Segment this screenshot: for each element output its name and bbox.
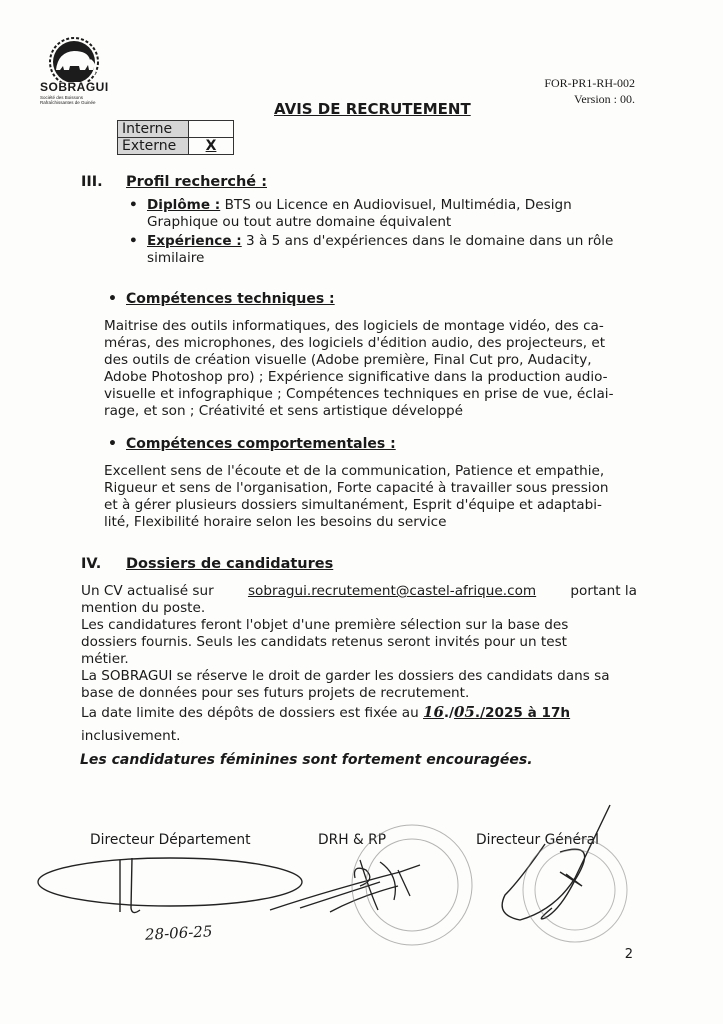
external-mark: X (189, 138, 234, 155)
behavioral-skills-title: • Compétences comportementales : (126, 436, 396, 452)
page-number: 2 (624, 947, 633, 962)
hr-director-signature (270, 860, 420, 912)
section-3-title: Profil recherché : (126, 174, 267, 190)
section-4-number: IV. (81, 556, 102, 572)
logo-subtitle: Société des Boissons Rafraîchissantes de Guinée (40, 95, 96, 105)
deadline-day-handwritten: 16 (423, 703, 444, 721)
paragraph-line: lité, Flexibilité horaire selon les besoins du service (104, 514, 447, 530)
page-title: AVIS DE RECRUTEMENT (274, 100, 471, 118)
technical-skills-text (104, 318, 644, 420)
paragraph-line: Adobe Photoshop pro) ; Expérience significative dans la production audio- (104, 369, 608, 385)
cv-suffix: portant la (570, 583, 637, 599)
diploma-label: Diplôme : (147, 197, 221, 213)
paragraph-line: visuelle et infographique ; Compétences techniques en prise de vue, éclai- (104, 386, 614, 402)
paragraph-line: et à gérer plusieurs dossiers simultanément, Esprit d'équipe et adaptabi- (104, 497, 602, 513)
signature-label-hr-director: DRH & RP (318, 832, 387, 848)
paragraph-line: dossiers fournis. Seuls les candidats retenus seront invités pour un test (81, 634, 568, 650)
signature-label-general-director: Directeur Général (476, 832, 599, 848)
deadline-prefix: La date limite des dépôts de dossiers est fixée au (81, 705, 419, 721)
paragraph-line: métier. (81, 651, 129, 667)
department-director-signature (38, 858, 302, 913)
experience-text-line2: similaire (147, 250, 205, 266)
document-version: Version : 00. (574, 92, 635, 106)
table-row (118, 121, 234, 138)
deadline-date (423, 705, 570, 721)
diploma-requirement (147, 197, 642, 231)
application-instructions (81, 583, 637, 745)
section-4-title: Dossiers de candidatures (126, 556, 334, 572)
recruitment-email-link[interactable]: sobragui.recrutement@castel-afrique.com (247, 583, 537, 599)
paragraph-line: Rigueur et sens de l'organisation, Forte capacité à travailler sous pression (104, 480, 609, 496)
paragraph-line: La SOBRAGUI se réserve le droit de garder les dossiers des candidats dans sa (81, 668, 610, 684)
logo-name: SOBRAGUI (40, 80, 109, 94)
paragraph-line: rage, et son ; Créativité et sens artistique développé (104, 403, 463, 419)
paragraph-line: base de données pour ses futurs projets de recrutement. (81, 685, 470, 701)
deadline-separator: ./ (443, 705, 455, 721)
diploma-text-line2: Graphique ou tout autre domaine équivalent (147, 214, 452, 230)
technical-skills-title: • Compétences techniques : (126, 291, 335, 307)
recruitment-type-table (117, 120, 234, 155)
paragraph-line: Excellent sens de l'écoute et de la communication, Patience et empathie, (104, 463, 605, 479)
diploma-text-line1: BTS ou Licence en Audiovisuel, Multimédia, Design (224, 197, 572, 213)
company-logo (30, 36, 120, 116)
general-director-signature (502, 805, 610, 920)
deadline-month-handwritten: 05 (454, 703, 475, 721)
document-reference (544, 75, 635, 107)
section-3-number: III. (81, 174, 103, 190)
signatures-area (0, 800, 723, 960)
table-row (118, 138, 234, 155)
deadline-year-time: ./2025 à 17h (474, 705, 571, 721)
paragraph-line: Les candidatures feront l'objet d'une première sélection sur la base des (81, 617, 569, 633)
external-label: Externe (118, 138, 189, 155)
paragraph-line: méras, des microphones, des logiciels d'édition audio, des projecteurs, et (104, 335, 606, 351)
experience-text-line1: 3 à 5 ans d'expériences dans le domaine dans un rôle (246, 233, 614, 249)
deadline-line2: inclusivement. (81, 728, 181, 744)
handwritten-signature-date: 28-06-25 (144, 922, 213, 944)
internal-label: Interne (118, 121, 189, 138)
experience-requirement (147, 233, 642, 267)
internal-mark (189, 121, 234, 138)
experience-label: Expérience : (147, 233, 242, 249)
paragraph-line: des outils de création visuelle (Adobe première, Final Cut pro, Audacity, (104, 352, 592, 368)
signature-label-department-director: Directeur Département (90, 832, 251, 848)
cv-prefix: Un CV actualisé sur (81, 583, 214, 599)
closing-statement: Les candidatures féminines sont fortement encouragées. (80, 752, 533, 768)
elephant-icon (30, 36, 120, 82)
deadline-line (81, 704, 637, 722)
document-code: FOR-PR1-RH-002 (544, 76, 635, 90)
behavioral-skills-text (104, 463, 644, 531)
paragraph-line: mention du poste. (81, 600, 206, 616)
paragraph-line: Maitrise des outils informatiques, des logiciels de montage vidéo, des ca- (104, 318, 604, 334)
